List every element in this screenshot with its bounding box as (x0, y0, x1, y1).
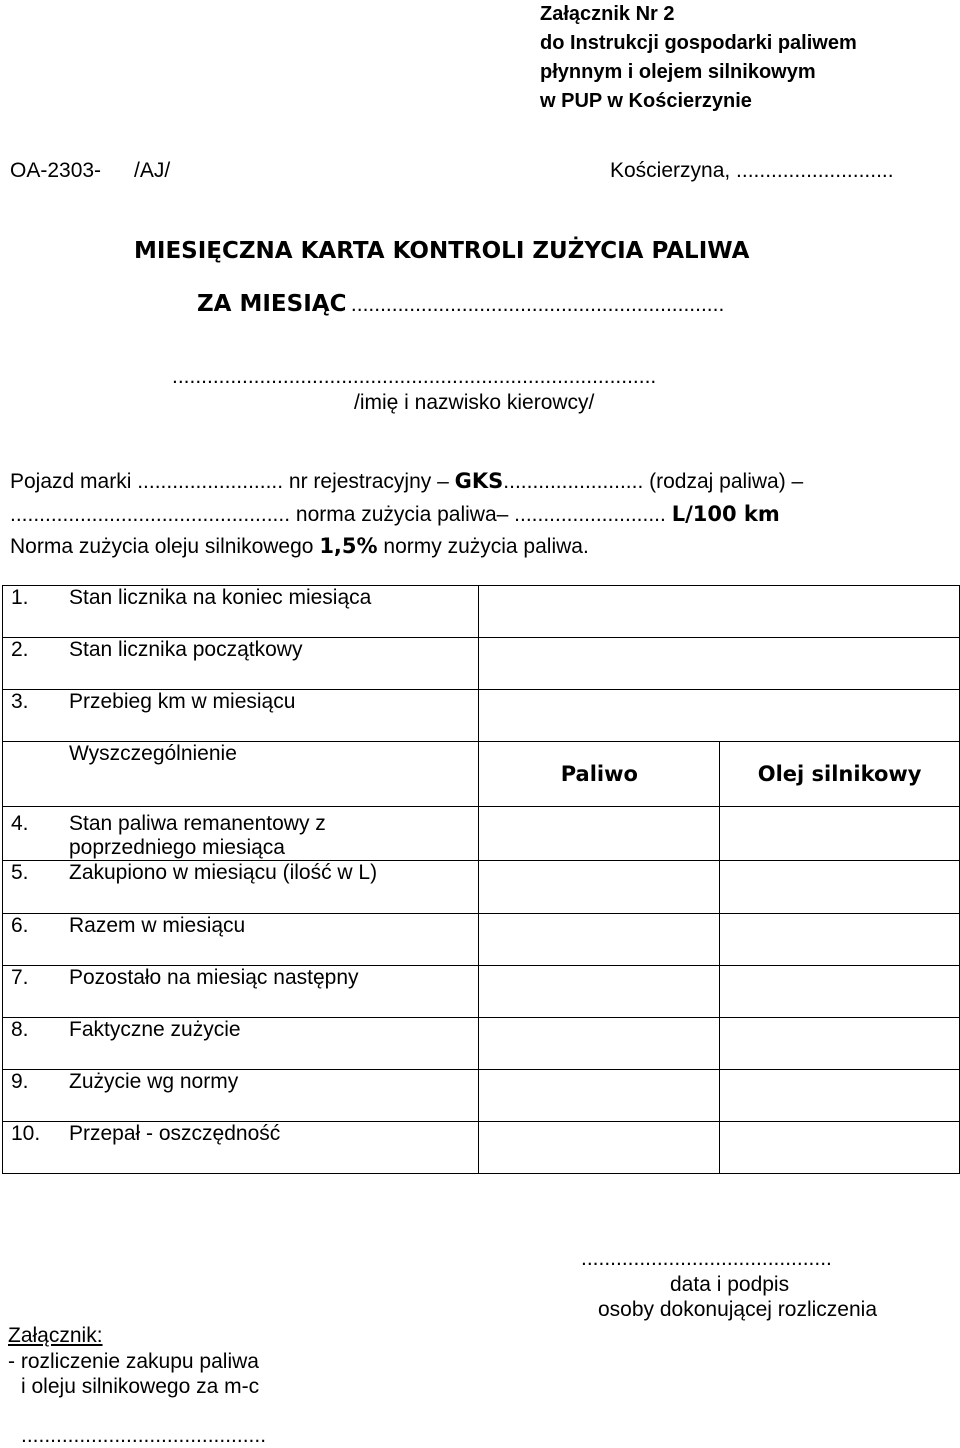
row-number: 4. (11, 812, 29, 835)
fuel-value-cell[interactable] (479, 1018, 720, 1070)
table-row (3, 1018, 960, 1070)
attachment-dots: .......................................... (21, 1424, 267, 1447)
registration-prefix: GKS (454, 469, 504, 493)
column-header-oil: Olej silnikowy (720, 742, 960, 807)
vehicle-line-3 (10, 534, 589, 559)
month-dots: ................................................................ (350, 293, 725, 316)
row-label: Przepał - oszczędność (69, 1122, 281, 1145)
row-number: 2. (11, 638, 29, 661)
document-title: MIESIĘCZNA KARTA KONTROLI ZUŻYCIA PALIWA (134, 238, 750, 264)
vehicle-line-1 (10, 469, 803, 494)
oil-value-cell[interactable] (720, 1070, 960, 1122)
oil-value-cell[interactable] (720, 1122, 960, 1174)
fuel-norm-unit: L/100 km (671, 502, 780, 526)
header-line-2: do Instrukcji gospodarki paliwem (540, 32, 857, 54)
fuel-value-cell[interactable] (479, 861, 720, 914)
column-header-item-label: Wyszczególnienie (69, 742, 237, 765)
table-header-row (3, 742, 960, 807)
row-number: 1. (11, 586, 29, 609)
oil-value-cell[interactable] (720, 914, 960, 966)
row-label: Stan licznika na koniec miesiąca (69, 586, 372, 609)
month-label: ZA MIESIĄC (197, 291, 347, 317)
fuel-value-cell[interactable] (479, 914, 720, 966)
row-number: 3. (11, 690, 29, 713)
driver-caption: /imię i nazwisko kierowcy/ (354, 391, 595, 414)
fuel-value-cell[interactable] (479, 807, 720, 861)
fuel-value-cell[interactable] (479, 1122, 720, 1174)
table-row (3, 966, 960, 1018)
month-line (197, 291, 724, 317)
vehicle-line-2 (10, 502, 780, 527)
row-label-cell (3, 861, 479, 914)
row-label-cell (3, 1018, 479, 1070)
row-label-continued: poprzedniego miesiąca (69, 836, 285, 859)
odometer-start-value[interactable] (479, 638, 960, 690)
odometer-end-value[interactable] (479, 586, 960, 638)
oil-norm-percent: 1,5% (319, 534, 378, 558)
row-label: Zakupiono w miesiącu (ilość w L) (69, 861, 378, 884)
column-header-item (3, 742, 479, 807)
row-label-cell (3, 966, 479, 1018)
signature-caption-2: osoby dokonującej rozliczenia (598, 1298, 877, 1321)
fuel-value-cell[interactable] (479, 1070, 720, 1122)
row-label-cell (3, 586, 479, 638)
row-label-cell (3, 690, 479, 742)
fuel-norm-text: ................................................ norma zużycia paliwa– .......................... (10, 503, 672, 526)
fuel-control-table (2, 585, 960, 1174)
oil-value-cell[interactable] (720, 807, 960, 861)
place-date: Kościerzyna, ........................... (610, 159, 894, 182)
header-line-4: w PUP w Kościerzynie (540, 90, 752, 112)
signature-dots: ........................................... (581, 1247, 832, 1270)
table-row (3, 638, 960, 690)
row-label-cell (3, 1122, 479, 1174)
row-label: Faktyczne zużycie (69, 1018, 241, 1041)
oil-norm-text: Norma zużycia oleju silnikowego (10, 535, 320, 558)
fuel-value-cell[interactable] (479, 966, 720, 1018)
table-row (3, 914, 960, 966)
row-number: 8. (11, 1018, 29, 1041)
row-number: 7. (11, 966, 29, 989)
row-number: 5. (11, 861, 29, 884)
attachment-heading: Załącznik: (8, 1324, 103, 1347)
oil-value-cell[interactable] (720, 966, 960, 1018)
row-number: 9. (11, 1070, 29, 1093)
reference-suffix: /AJ/ (134, 159, 171, 182)
attachment-line-2: i oleju silnikowego za m-c (21, 1375, 260, 1398)
oil-value-cell[interactable] (720, 1018, 960, 1070)
row-number: 6. (11, 914, 29, 937)
table-row (3, 1070, 960, 1122)
row-label: Stan licznika początkowy (69, 638, 303, 661)
row-label: Pozostało na miesiąc następny (69, 966, 359, 989)
table-row (3, 861, 960, 914)
row-label: Zużycie wg normy (69, 1070, 239, 1093)
row-label: Razem w miesiącu (69, 914, 246, 937)
table-row (3, 807, 960, 861)
mileage-value[interactable] (479, 690, 960, 742)
row-label: Przebieg km w miesiącu (69, 690, 296, 713)
driver-dots: ................................................................................... (172, 365, 657, 388)
table-row (3, 690, 960, 742)
header-line-1: Załącznik Nr 2 (540, 3, 675, 25)
oil-value-cell[interactable] (720, 861, 960, 914)
header-line-3: płynnym i olejem silnikowym (540, 61, 816, 83)
column-header-fuel: Paliwo (479, 742, 720, 807)
row-label: Stan paliwa remanentowy z (69, 812, 326, 835)
oil-norm-suffix: normy zużycia paliwa. (377, 535, 589, 558)
reference-code: OA-2303- (10, 159, 102, 182)
row-label-cell (3, 914, 479, 966)
table-row (3, 1122, 960, 1174)
signature-caption-1: data i podpis (670, 1273, 790, 1296)
vehicle-make-text: Pojazd marki ......................... nr rejestracyjny – (10, 470, 455, 493)
table-row (3, 586, 960, 638)
fuel-type-text: ........................ (rodzaj paliwa) – (503, 470, 804, 493)
row-label-cell (3, 807, 479, 861)
attachment-line-1: - rozliczenie zakupu paliwa (8, 1350, 259, 1373)
attachment-header (540, 0, 857, 116)
row-label-cell (3, 1070, 479, 1122)
row-number: 10. (11, 1122, 41, 1145)
row-label-cell (3, 638, 479, 690)
